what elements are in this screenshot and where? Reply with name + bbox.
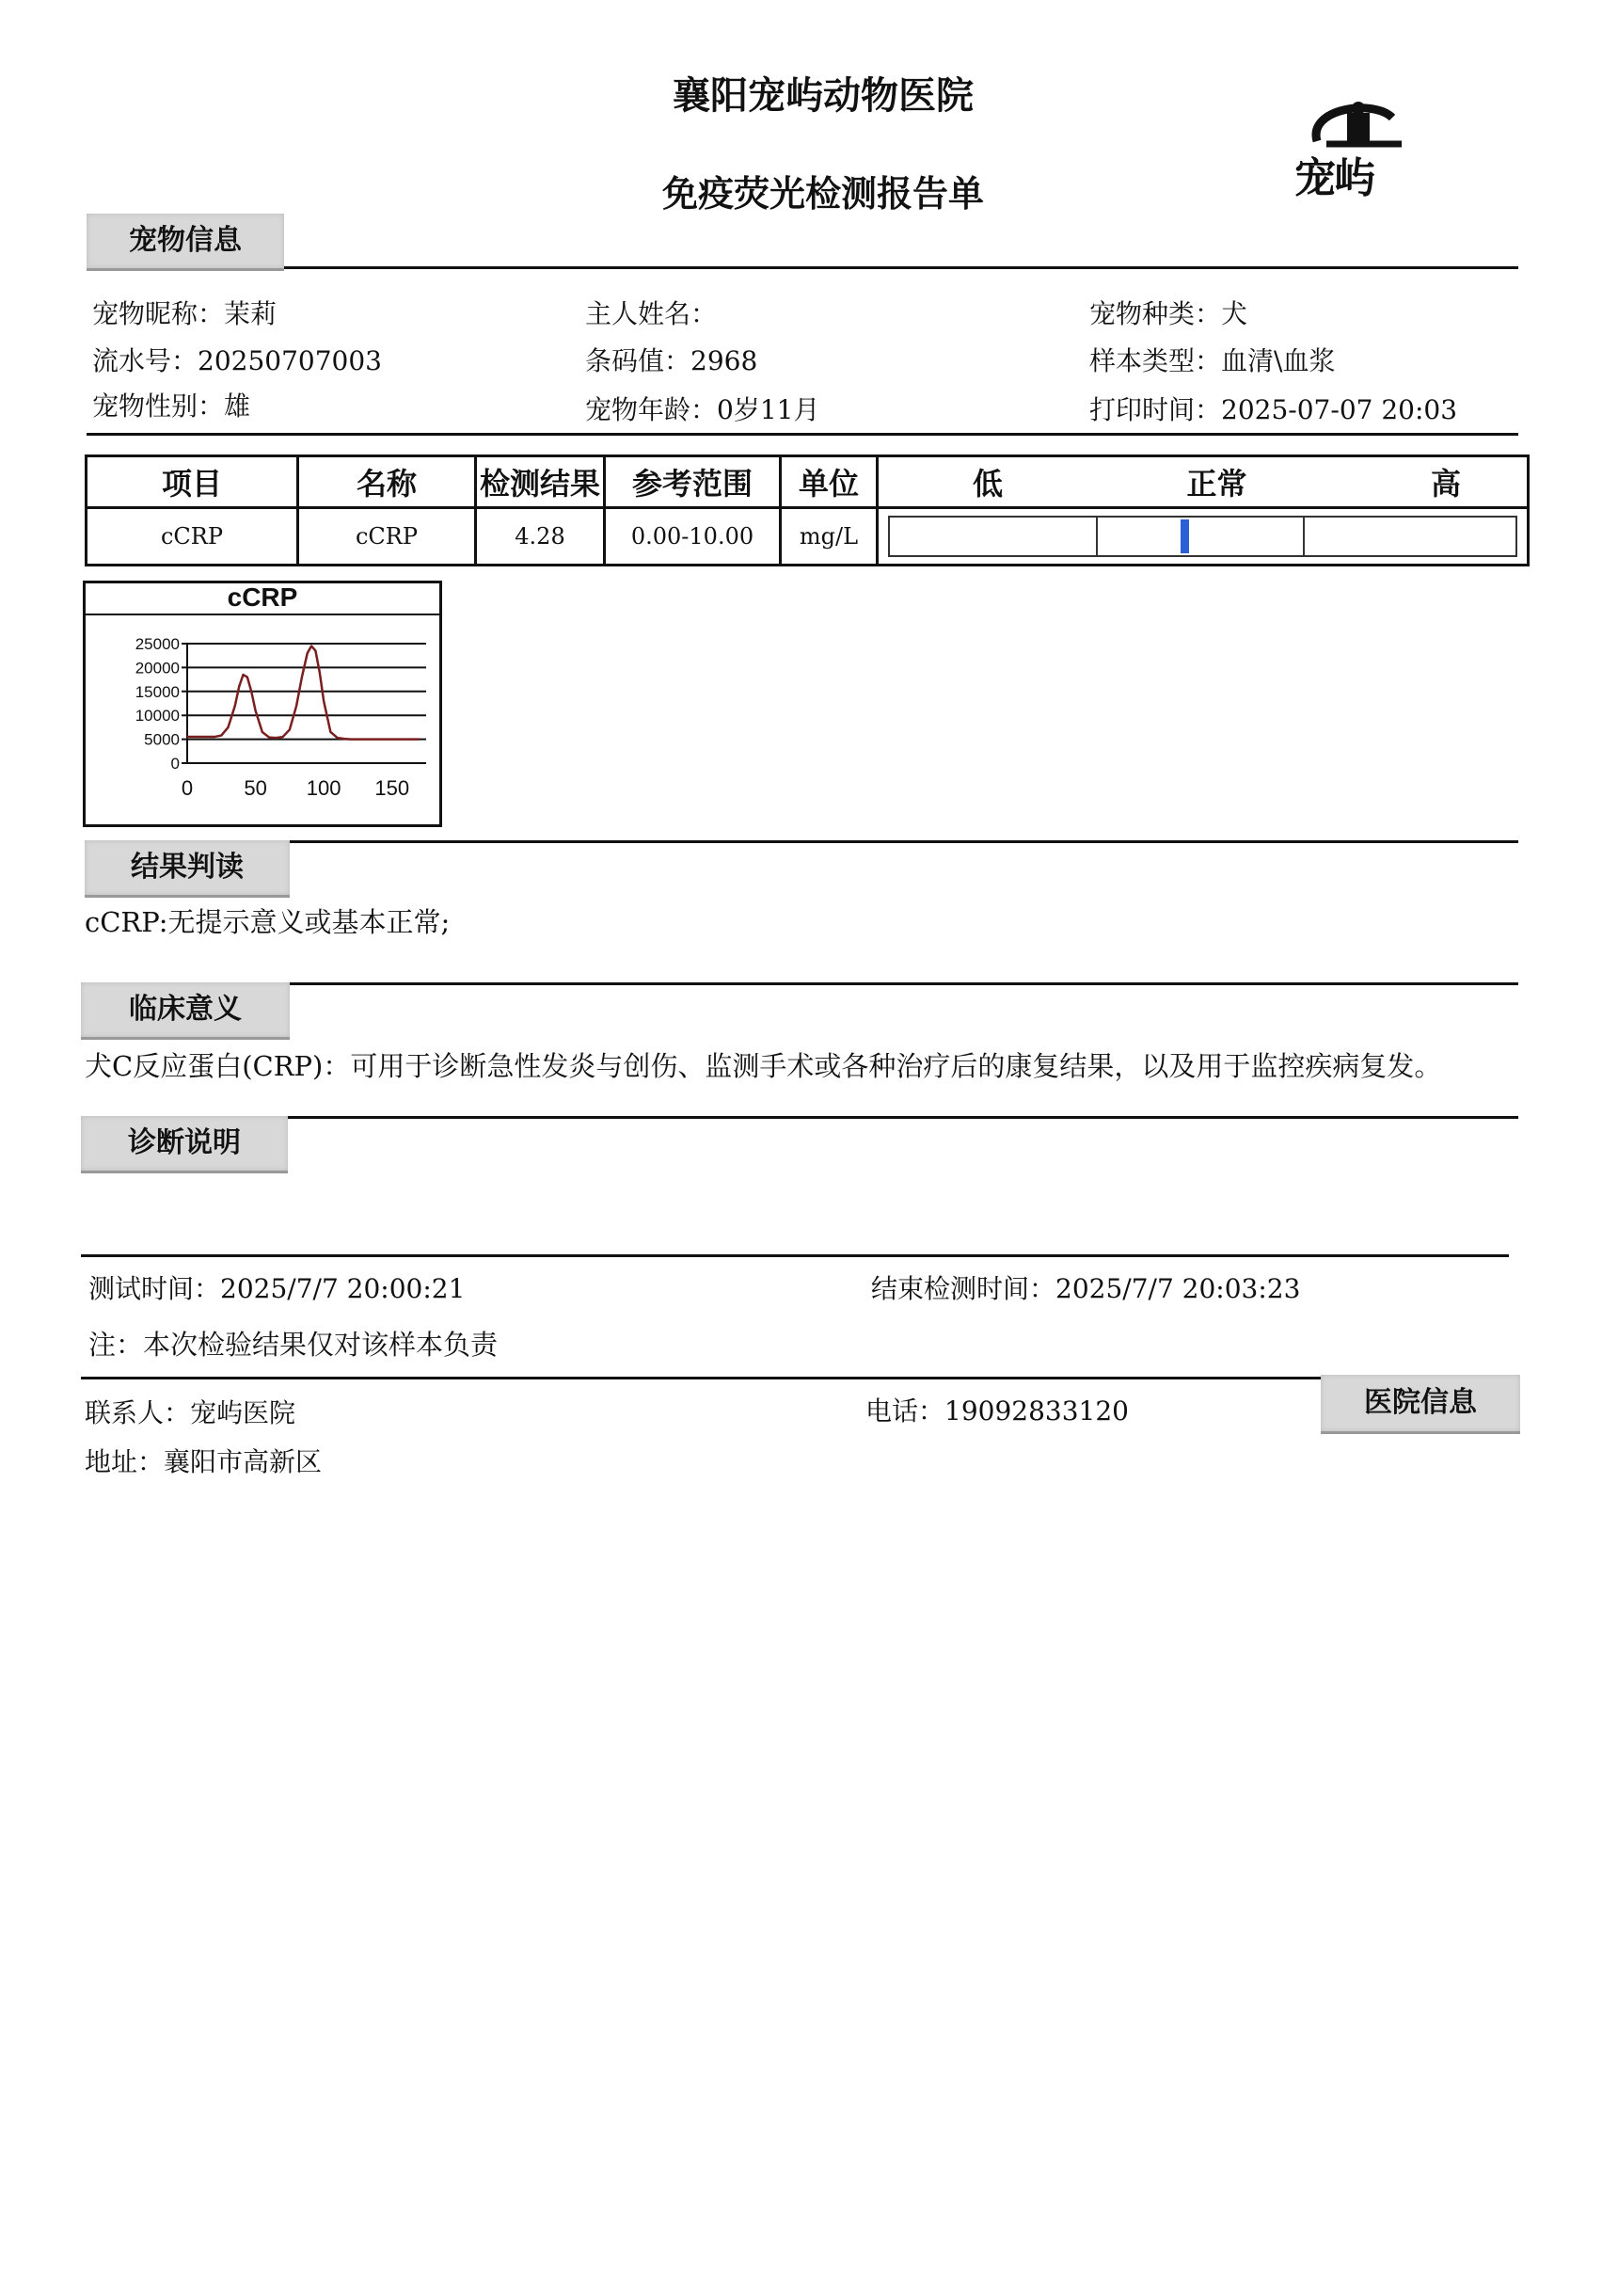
y-tick-label: 0 [170,755,180,773]
divider [284,266,1518,269]
phone-number: 电话：19092833120 [865,1395,1129,1427]
table-row [87,508,1529,566]
range-low-label: 低 [973,466,1004,502]
contact-person: 联系人：宠屿医院 [85,1397,296,1428]
end-test-time: 结束检测时间：2025/7/7 20:03:23 [871,1273,1301,1304]
cell-name: cCRP [298,508,476,566]
y-tick-label: 5000 [144,730,180,749]
cell-result: 4.28 [476,508,605,566]
result-reading-text: cCRP:无提示意义或基本正常; [85,906,451,938]
hospital-address: 地址：襄阳市高新区 [85,1446,323,1477]
owner-name: 主人姓名： [585,298,718,329]
cell-item: cCRP [87,508,298,566]
result-marker [1181,519,1189,553]
chart-title: cCRP [86,583,439,615]
cell-range-bar [878,508,1529,566]
divider [81,1254,1509,1257]
range-bar [888,516,1517,557]
hospital-name: 襄阳宠屿动物医院 [673,73,974,118]
print-time: 打印时间：2025-07-07 20:03 [1089,394,1458,425]
clinical-meaning-text: 犬C反应蛋白(CRP)：可用于诊断急性发炎与创伤、监测手术或各种治疗后的康复结果，以及用于监控疾病复发。 [85,1050,1442,1082]
series-line-ccrp [187,646,420,740]
chart-plot [86,615,439,822]
logo-text: 宠屿 [1294,154,1373,202]
section-clinical-meaning: 临床意义 [81,982,290,1040]
divider [81,1377,1321,1379]
header-unit: 单位 [781,456,878,508]
header-reference: 参考范围 [605,456,781,508]
x-tick-label: 100 [306,776,341,800]
divider [290,982,1518,985]
x-tick-label: 150 [374,776,410,800]
x-tick-label: 0 [181,776,194,800]
pet-species: 宠物种类：犬 [1089,298,1248,329]
section-diagnosis-note: 诊断说明 [81,1116,288,1173]
section-hospital-info: 医院信息 [1321,1375,1520,1434]
y-tick-label: 25000 [135,635,180,653]
ccrp-chart [83,581,442,827]
serial-number: 流水号：20250707003 [92,345,382,376]
range-divider-high [1303,518,1305,555]
divider [290,840,1518,843]
section-pet-info: 宠物信息 [87,214,284,271]
range-normal-label: 正常 [1186,466,1247,502]
report-title: 免疫荧光检测报告单 [661,172,984,215]
results-table [85,454,1530,566]
range-high-label: 高 [1430,466,1461,502]
test-time: 测试时间：2025/7/7 20:00:21 [88,1273,466,1304]
section-result-reading: 结果判读 [85,840,290,898]
range-divider-low [1096,518,1098,555]
divider [288,1116,1518,1119]
divider [87,433,1518,436]
barcode-value: 条码值：2968 [585,345,758,376]
disclaimer-note: 注：本次检验结果仅对该样本负责 [88,1329,499,1361]
hospital-logo [1289,89,1439,202]
header-range [878,456,1529,508]
y-tick-label: 10000 [135,707,180,725]
sample-type: 样本类型：血清\血浆 [1089,345,1336,376]
pet-age: 宠物年龄：0岁11月 [585,394,820,425]
cell-reference: 0.00-10.00 [605,508,781,566]
cell-unit: mg/L [781,508,878,566]
x-tick-label: 50 [244,776,267,800]
y-tick-label: 15000 [135,682,180,701]
pet-nickname: 宠物昵称：茉莉 [92,298,278,329]
header-item: 项目 [87,456,298,508]
header-name: 名称 [298,456,476,508]
pet-sex: 宠物性别：雄 [92,391,251,422]
header-result: 检测结果 [476,456,605,508]
y-tick-label: 20000 [135,659,180,678]
